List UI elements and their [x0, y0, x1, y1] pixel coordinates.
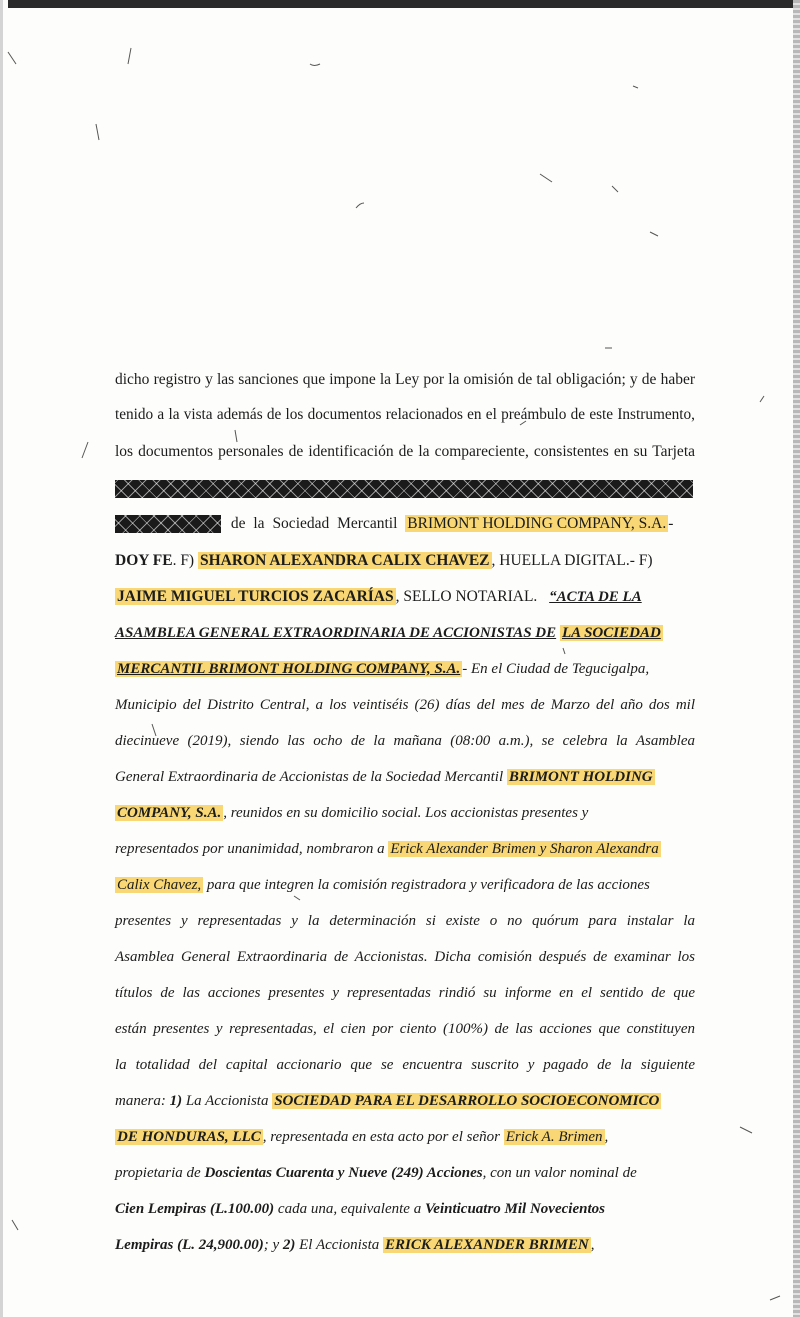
text-line: JAIME MIGUEL TURCIOS ZACARÍAS , SELLO NOTARIAL. “ACTA DE LA	[117, 588, 642, 605]
acta-title: “ACTA DE LA	[549, 589, 642, 605]
redaction-block	[115, 480, 693, 498]
company-name: BRIMONT HOLDING	[508, 769, 653, 785]
text-line: General Extraordinaria de Accionistas de la Sociedad Mercantil BRIMONT HOLDING	[115, 769, 653, 785]
person-name: Calix Chavez,	[117, 877, 202, 893]
text-line: Lempiras (L. 24,900.00); y 2) El Accionista ERICK ALEXANDER BRIMEN ,	[115, 1237, 595, 1253]
person-name: SHARON ALEXANDRA CALIX CHAVEZ	[199, 552, 490, 569]
text-line: diecinueve (2019), siendo las ocho de la mañana (08:00 a.m.), se celebra la Asamblea	[115, 733, 695, 749]
notary-name: JAIME MIGUEL TURCIOS ZACARÍAS	[117, 588, 394, 605]
text-line: Calix Chavez, para que integren la comisión registradora y verificadora de las acciones	[117, 877, 650, 893]
text-line: títulos de las acciones presentes y representadas rindió su informe en el sentido de que	[115, 985, 695, 1001]
acta-title: ASAMBLEA GENERAL EXTRAORDINARIA DE ACCIONISTAS DE	[115, 625, 557, 641]
text-line: representados por unanimidad, nombraron a Erick Alexander Brimen y Sharon Alexandra	[115, 841, 659, 857]
acta-title: MERCANTIL BRIMONT HOLDING COMPANY, S.A.	[117, 661, 461, 677]
redaction-block	[115, 515, 221, 533]
company-name: BRIMONT HOLDING COMPANY, S.A.	[407, 515, 667, 532]
company-name: DE HONDURAS, LLC	[117, 1129, 261, 1145]
person-name: Erick Alexander Brimen y Sharon Alexandra	[390, 841, 659, 857]
text-line: MERCANTIL BRIMONT HOLDING COMPANY, S.A. - En el Ciudad de Tegucigalpa,	[117, 661, 650, 677]
text-line: están presentes y representadas, el cien por ciento (100%) de las acciones que constituyen	[115, 1021, 695, 1037]
text-line: Asamblea General Extraordinaria de Accionistas. Dicha comisión después de examinar los	[115, 949, 695, 965]
text-line: la totalidad del capital accionario que se encuentra suscrito y pagado de la siguiente	[115, 1057, 695, 1073]
text-line: manera: 1) La Accionista SOCIEDAD PARA EL DESARROLLO SOCIOECONOMICO	[115, 1093, 660, 1109]
text-line: propietaria de Doscientas Cuarenta y Nueve (249) Acciones, con un valor nominal de	[115, 1165, 637, 1181]
text-line: DE HONDURAS, LLC , representada en esta acto por el señor Erick A. Brimen ,	[117, 1129, 609, 1145]
acta-title: LA SOCIEDAD	[562, 625, 661, 641]
person-name: ERICK ALEXANDER BRIMEN	[385, 1237, 589, 1253]
text-line: Municipio del Distrito Central, a los veintiséis (26) días del mes de Marzo del año dos mil	[115, 697, 695, 713]
company-name: SOCIEDAD PARA EL DESARROLLO SOCIOECONOMICO	[274, 1093, 660, 1109]
person-name: Erick A. Brimen	[505, 1129, 603, 1145]
text-line: COMPANY, S.A. , reunidos en su domicilio social. Los accionistas presentes y	[117, 805, 589, 821]
company-name: COMPANY, S.A.	[117, 805, 222, 821]
text-line: presentes y representadas y la determinación si existe o no quórum para instalar la	[115, 913, 695, 929]
text-line: dicho registro y las sanciones que impone la Ley por la omisión de tal obligación; y de haber	[115, 371, 695, 388]
text-line: los documentos personales de identificación de la compareciente, consistentes en su Tarjeta	[115, 443, 695, 460]
text-line	[115, 623, 695, 643]
text-line: DOY FE. F) SHARON ALEXANDRA CALIX CHAVEZ , HUELLA DIGITAL.- F)	[115, 552, 653, 569]
text-line: tenido a la vista además de los documentos relacionados en el preámbulo de este Instrumento,	[115, 406, 695, 423]
text-line: Cien Lempiras (L.100.00) cada una, equivalente a Veinticuatro Mil Novecientos	[115, 1201, 605, 1217]
redacted-line	[115, 479, 695, 499]
text-line: de la Sociedad Mercantil BRIMONT HOLDING COMPANY, S.A. -	[115, 514, 695, 534]
